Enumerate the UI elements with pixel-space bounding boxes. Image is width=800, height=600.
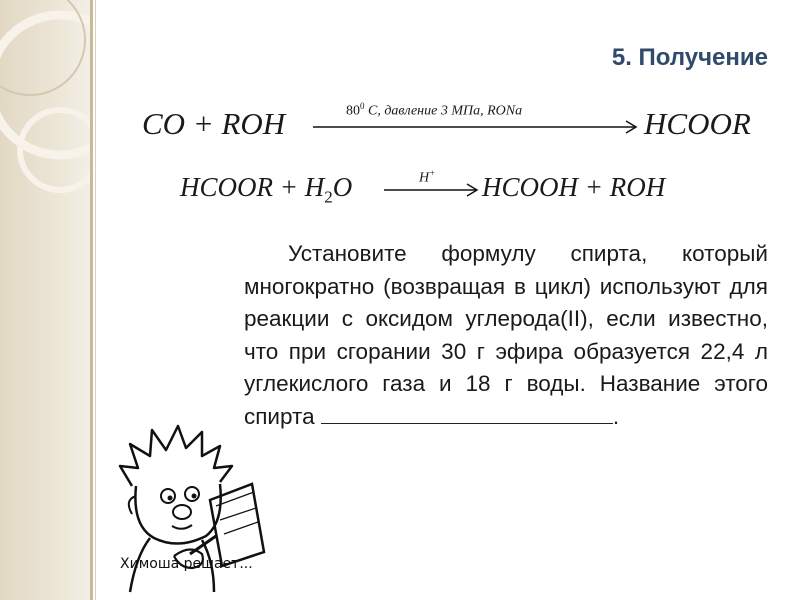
reaction-1-arrow-icon	[313, 120, 639, 134]
reaction-1-product: HCOOR	[644, 106, 751, 141]
task-text: Установите формулу спирта, который многократно (возвращая в цикл) используют для реакции с оксидом углерода(II), если известно, что при сгорании 30 г эфира образуется 22,4 л углекислого газа и 18 г воды. Название этого спирта .	[244, 241, 768, 429]
side-divider-thin	[95, 0, 96, 600]
side-divider	[90, 0, 93, 600]
decorative-side-strip	[0, 0, 90, 600]
decorative-circles	[0, 0, 90, 600]
reaction-2-reactants: HCOOR + $H_2O$	[180, 172, 353, 207]
reaction-2-arrow-icon	[384, 183, 480, 197]
reaction-1-conditions: $80^0$ C, давление 3 МПа, RONa	[346, 101, 523, 119]
reaction-2-catalyst: H+	[419, 168, 436, 186]
answer-blank	[321, 404, 613, 424]
slide-title: 5. Получение	[611, 44, 768, 71]
reaction-1-reactants: CO + ROH	[142, 106, 286, 141]
illustration-caption: Химоша решает...	[120, 556, 253, 572]
reaction-2-products: HCOOH + ROH	[482, 172, 666, 202]
